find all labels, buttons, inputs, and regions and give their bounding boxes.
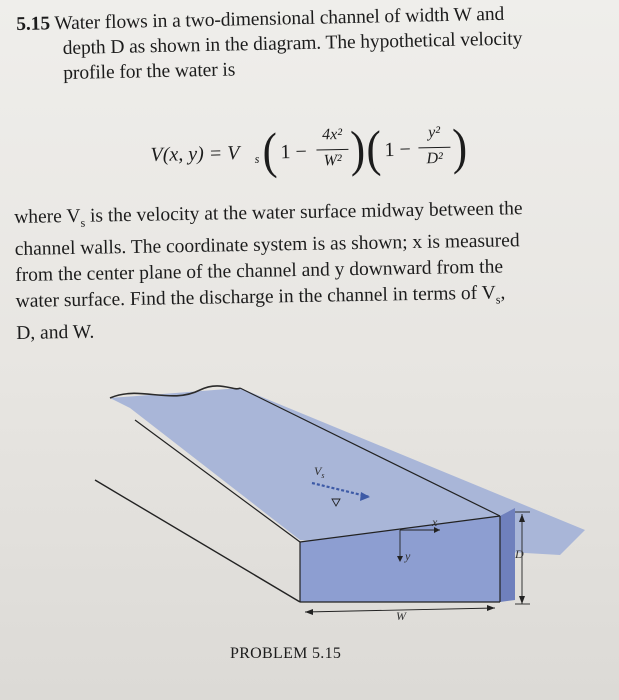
equation-one-a: 1 −: [280, 140, 308, 164]
fraction-2-numerator: y²: [427, 123, 441, 142]
fraction-1-denominator: W²: [323, 151, 342, 170]
label-d: D: [515, 547, 524, 561]
explanation-line-4-rest: ,: [500, 282, 506, 304]
label-y: y: [405, 549, 411, 563]
right-paren-2: ): [451, 118, 468, 176]
explanation-line-1-start: where V: [14, 205, 81, 228]
fraction-2-denominator: D²: [426, 149, 444, 168]
figure-caption: PROBLEM 5.15: [230, 645, 342, 662]
left-paren-2: (: [365, 120, 382, 178]
fraction-2-bar: [418, 147, 450, 149]
equation-lhs: V(x, y) = V: [150, 142, 240, 166]
explanation-line-2: channel walls. The coordinate system is as shown; x is measured: [14, 230, 520, 260]
label-vs: $V_s$: [314, 464, 325, 480]
intro-line-2: depth D as shown in the diagram. The hypothetical velocity: [62, 28, 523, 60]
explanation-line-1-rest: is the velocity at the water surface midway between the: [84, 198, 523, 227]
depth-arrow-bottom: [519, 596, 525, 604]
right-paren-1: ): [349, 120, 366, 178]
channel-diagram: [0, 380, 619, 680]
intro-line-3: profile for the water is: [63, 59, 236, 85]
explanation-line-3: from the center plane of the channel and y downward from the: [15, 256, 504, 286]
problem-statement: [16, 0, 613, 87]
explanation-line-5: D, and W.: [16, 321, 95, 344]
explanation-line-4-start: water surface. Find the discharge in the channel in terms of V: [15, 282, 496, 312]
problem-intro: [16, 0, 613, 87]
velocity-equation: [150, 118, 511, 188]
vs-subscript-2: s: [495, 292, 501, 307]
equation-one-b: 1 −: [384, 138, 411, 162]
width-arrow-left: [305, 609, 313, 615]
label-x: x: [432, 515, 438, 529]
channel-end-wall: [500, 508, 515, 602]
problem-number: 5.15: [16, 13, 51, 35]
fraction-1-bar: [316, 149, 348, 151]
fraction-1-numerator: 4x²: [322, 125, 343, 144]
label-w: W: [396, 609, 406, 623]
width-arrow-right: [487, 605, 495, 611]
vs-subscript-1: s: [80, 215, 86, 230]
left-paren-1: (: [261, 122, 278, 180]
intro-line-1: Water flows in a two-dimensional channel of width W and: [54, 3, 505, 35]
equation-lhs-subscript: s: [254, 151, 260, 166]
explanation-paragraph: [14, 195, 616, 347]
